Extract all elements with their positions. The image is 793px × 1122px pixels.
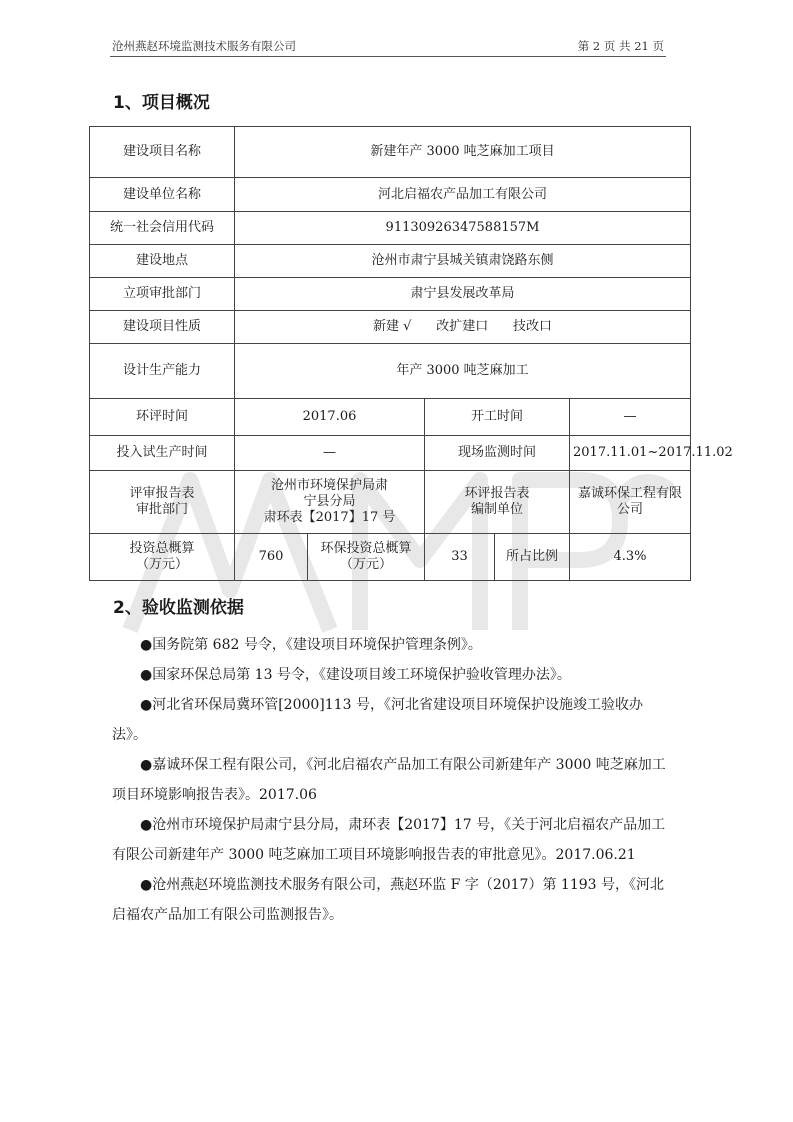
trial-time-label: 投入试生产时间	[90, 436, 235, 471]
env-invest-value: 33	[425, 534, 495, 581]
unit-name-label: 建设单位名称	[90, 178, 235, 212]
review-dept-label-line1: 评审报告表	[129, 486, 195, 501]
invest-label-line1: 投资总概算	[129, 541, 195, 556]
invest-label	[90, 534, 235, 581]
env-invest-label-line1: 环保投资总概算	[320, 541, 412, 556]
ratio-label: 所占比例	[495, 534, 570, 581]
capacity-value: 年产 3000 吨芝麻加工	[235, 344, 691, 399]
table-row	[90, 127, 691, 178]
env-invest-label-line2: （万元）	[339, 557, 392, 572]
monitor-time-label: 现场监测时间	[425, 436, 570, 471]
page-header	[110, 36, 666, 57]
review-dept-value	[235, 471, 425, 534]
monitor-time-value: 2017.11.01~2017.11.02	[570, 436, 691, 471]
list-item: ●嘉诚环保工程有限公司，《河北启福农产品加工有限公司新建年产 3000 吨芝麻加工项目环境影响报告表》。2017.06	[112, 757, 666, 803]
eia-time-value: 2017.06	[235, 399, 425, 436]
project-name-label: 建设项目名称	[90, 127, 235, 178]
compiler-label	[425, 471, 570, 534]
location-label: 建设地点	[90, 245, 235, 278]
table-row	[90, 534, 691, 581]
compiler-value: 嘉诚环保工程有限公司	[570, 471, 691, 534]
table-row	[90, 399, 691, 436]
nature-label: 建设项目性质	[90, 311, 235, 344]
list-item: ●沧州市环境保护局肃宁县分局，肃环表【2017】17 号，《关于河北启福农产品加工有限公司新建年产 3000 吨芝麻加工项目环境影响报告表的审批意见》。2017.06.21	[112, 817, 666, 863]
location-value: 沧州市肃宁县城关镇肃饶路东侧	[235, 245, 691, 278]
table-row	[90, 471, 691, 534]
invest-label-line2: （万元）	[135, 557, 188, 572]
capacity-label: 设计生产能力	[90, 344, 235, 399]
credit-code-value: 91130926347588157M	[235, 212, 691, 245]
header-page-number: 第 2 页 共 21 页	[577, 39, 664, 53]
review-dept-value-line1: 沧州市环境保护局肃	[270, 478, 388, 493]
review-dept-value-line3: 肃环表【2017】17 号	[263, 510, 396, 525]
eia-time-label: 环评时间	[90, 399, 235, 436]
list-item: ●沧州燕赵环境监测技术服务有限公司，燕赵环监 F 字（2017）第 1193 号，《河北启福农产品加工有限公司监测报告》。	[112, 877, 664, 923]
project-overview-table	[89, 126, 733, 581]
start-time-label: 开工时间	[425, 399, 570, 436]
ratio-value: 4.3%	[570, 534, 691, 581]
table-row	[90, 311, 691, 344]
table-row	[90, 245, 691, 278]
invest-value: 760	[235, 534, 308, 581]
list-item: ●国家环保总局第 13 号令，《建设项目竣工环境保护验收管理办法》。	[140, 667, 571, 683]
credit-code-label: 统一社会信用代码	[90, 212, 235, 245]
project-name-value: 新建年产 3000 吨芝麻加工项目	[235, 127, 691, 178]
trial-time-value: —	[235, 436, 425, 471]
list-item: ●国务院第 682 号令，《建设项目环境保护管理条例》。	[140, 637, 482, 653]
table-row	[90, 178, 691, 212]
review-dept-label-line2: 审批部门	[135, 502, 188, 517]
review-dept-value-line2: 宁县分局	[303, 494, 356, 509]
start-time-value: —	[570, 399, 691, 436]
approval-dept-label: 立项审批部门	[90, 278, 235, 311]
env-invest-label	[308, 534, 425, 581]
section2-title: 2、验收监测依据	[113, 598, 244, 618]
table-row	[90, 344, 691, 399]
compiler-label-line1: 环评报告表	[464, 486, 530, 501]
review-dept-label	[90, 471, 235, 534]
nature-value: 新建 √ 改扩建口 技改口	[235, 311, 691, 344]
table-row	[90, 278, 691, 311]
approval-dept-value: 肃宁县发展改革局	[235, 278, 691, 311]
compiler-label-line2: 编制单位	[470, 502, 523, 517]
table-row	[90, 212, 691, 245]
basis-list	[112, 630, 672, 930]
list-item: ●河北省环保局冀环管[2000]113 号，《河北省建设项目环境保护设施竣工验收办法》。	[112, 697, 643, 743]
section1-title: 1、项目概况	[113, 93, 210, 113]
unit-name-value: 河北启福农产品加工有限公司	[235, 178, 691, 212]
header-company: 沧州燕赵环境监测技术服务有限公司	[112, 39, 296, 53]
table-row	[90, 436, 691, 471]
